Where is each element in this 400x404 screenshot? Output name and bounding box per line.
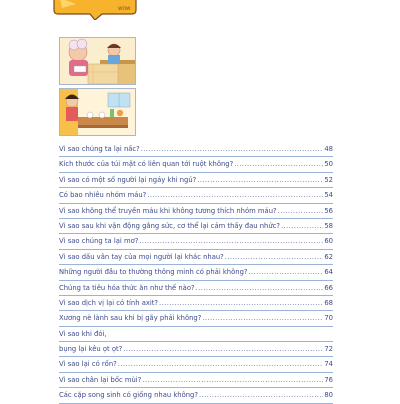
toc-item-title: Những người đầu to thường thông minh có phải không? bbox=[59, 268, 248, 277]
toc-item-title: Vì sao không thể truyền máu khi không tương thích nhóm máu? bbox=[59, 206, 277, 215]
illustration-dining-scene bbox=[60, 89, 135, 135]
toc-item-title: Vì sao lại có rốn? bbox=[59, 360, 117, 369]
toc-item-title: Vì sao chúng ta lại nấc? bbox=[59, 145, 140, 153]
toc-dot-leader bbox=[199, 388, 323, 403]
toc-item-page-number: 58 bbox=[324, 221, 333, 230]
toc-item-page-number: 72 bbox=[324, 345, 333, 354]
toc-item[interactable] bbox=[59, 204, 333, 219]
toc-dot-leader bbox=[202, 311, 323, 326]
toc-dot-leader bbox=[197, 173, 323, 188]
banner-text: WOW bbox=[118, 7, 131, 12]
toc-item-page-number: 76 bbox=[324, 375, 333, 384]
toc-item[interactable] bbox=[59, 373, 333, 388]
toc-dot-leader bbox=[234, 157, 323, 172]
toc-item-page-number: 70 bbox=[324, 314, 333, 323]
toc-item[interactable] bbox=[59, 388, 333, 403]
toc-item[interactable] bbox=[59, 188, 333, 203]
toc-item[interactable] bbox=[59, 250, 333, 265]
toc-item[interactable] bbox=[59, 157, 333, 172]
toc-item-title: Chúng ta tiêu hóa thức ăn như thế nào? bbox=[59, 283, 195, 292]
toc-item-title: Vì sao chúng ta lại mơ? bbox=[59, 237, 139, 246]
illustration-thumbnail-2 bbox=[59, 88, 136, 136]
toc-item-page-number: 68 bbox=[324, 298, 333, 307]
toc-dot-leader bbox=[118, 357, 324, 372]
toc-item[interactable] bbox=[59, 234, 333, 249]
toc-item-page-number: 80 bbox=[324, 391, 333, 400]
toc-dot-leader bbox=[139, 234, 323, 249]
toc-item[interactable] bbox=[59, 219, 333, 234]
toc-item-title: Vì sao sau khi vận động gắng sức, cơ thể lại cảm thấy đau nhức? bbox=[59, 221, 280, 230]
toc-item-title: Vì sao dấu vân tay của mọi người lại khác nhau? bbox=[59, 252, 224, 261]
toc-item-page-number: 50 bbox=[324, 160, 333, 169]
toc-dot-leader bbox=[278, 204, 324, 219]
toc-item-title: Vì sao khi đói, bbox=[59, 329, 107, 338]
toc-item[interactable] bbox=[59, 311, 333, 326]
toc-dot-leader bbox=[141, 142, 324, 157]
toc-item-title: Xương nè lành sau khi bị gãy phải không? bbox=[59, 314, 202, 323]
table-of-contents bbox=[59, 142, 333, 404]
toc-item-page-number: 64 bbox=[324, 268, 333, 277]
toc-item-page-number: 74 bbox=[324, 360, 333, 369]
toc-item-page-number: 60 bbox=[324, 237, 333, 246]
toc-item-page-number: 54 bbox=[324, 191, 333, 200]
toc-item[interactable] bbox=[59, 342, 333, 357]
toc-item-title: Kích thước của túi mật có liên quan tới ruột không? bbox=[59, 160, 234, 169]
toc-dot-leader bbox=[281, 219, 323, 234]
toc-item-title: Các cặp song sinh có giống nhau không? bbox=[59, 391, 198, 400]
toc-dot-leader bbox=[225, 250, 324, 265]
toc-dot-leader bbox=[147, 188, 323, 203]
toc-item[interactable] bbox=[59, 142, 333, 157]
toc-item-title: bụng lại kêu ọt ọt? bbox=[59, 345, 123, 354]
toc-item[interactable] bbox=[59, 357, 333, 372]
illustration-thumbnail-1 bbox=[59, 37, 136, 85]
toc-item-page-number: 66 bbox=[324, 283, 333, 292]
toc-item-title: Có bao nhiêu nhóm máu? bbox=[59, 191, 147, 200]
toc-item[interactable] bbox=[59, 327, 333, 342]
toc-dot-leader bbox=[196, 281, 324, 296]
banner-speech-bubble bbox=[52, 0, 138, 20]
toc-item[interactable] bbox=[59, 281, 333, 296]
toc-item-title: Vì sao dịch vị lại có tính axit? bbox=[59, 298, 159, 307]
toc-dot-leader bbox=[249, 265, 324, 280]
toc-dot-leader bbox=[159, 296, 323, 311]
toc-item-page-number: 62 bbox=[324, 252, 333, 261]
toc-item[interactable] bbox=[59, 265, 333, 280]
toc-item-page-number: 48 bbox=[324, 145, 333, 153]
toc-item-page-number: 52 bbox=[324, 175, 333, 184]
toc-dot-leader bbox=[123, 342, 323, 357]
toc-item-page-number: 56 bbox=[324, 206, 333, 215]
toc-dot-leader bbox=[142, 373, 323, 388]
illustration-bed-scene bbox=[60, 38, 135, 84]
toc-item-title: Vì sao có một số người lại ngáy khi ngủ? bbox=[59, 175, 197, 184]
toc-item-title: Vì sao chân lại bốc mùi? bbox=[59, 375, 142, 384]
toc-item[interactable] bbox=[59, 296, 333, 311]
toc-item[interactable] bbox=[59, 173, 333, 188]
